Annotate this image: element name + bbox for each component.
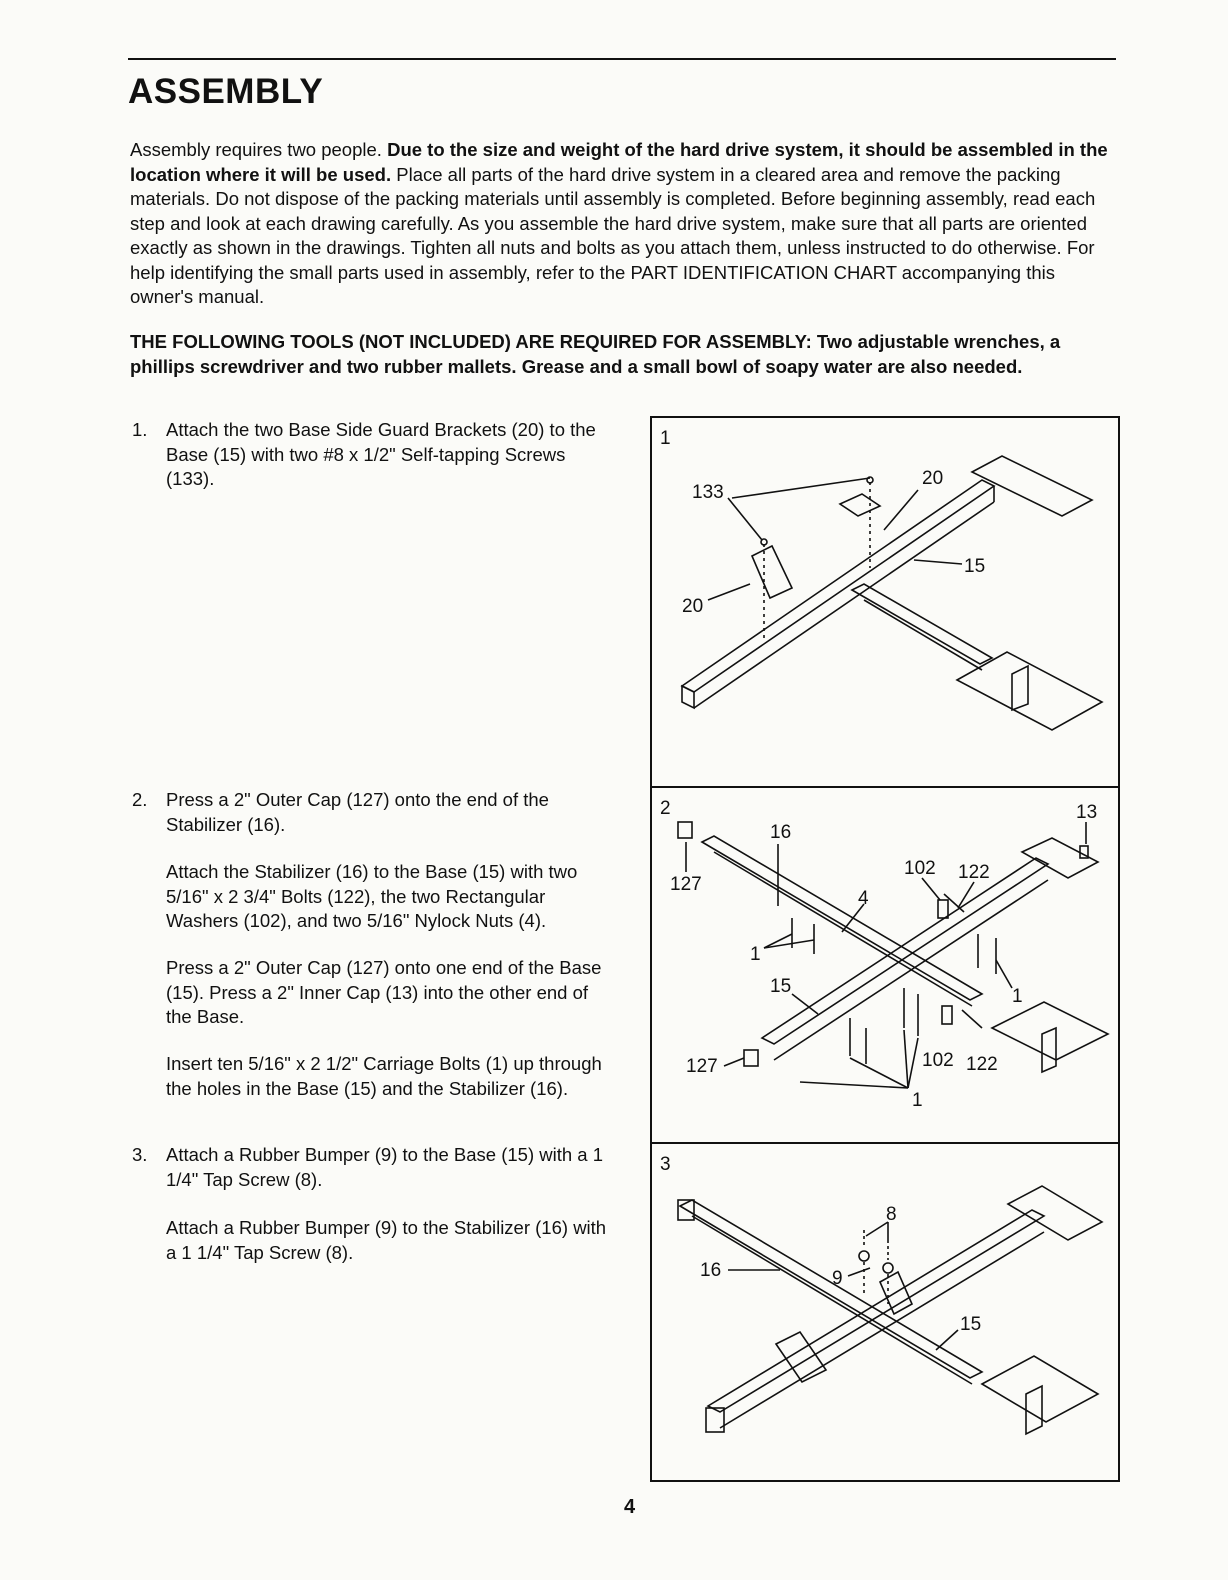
step-2-paragraph-4: Insert ten 5/16" x 2 1/2" Carriage Bolts (1) up through the holes in the Base (15) and the Stabilizer (16). bbox=[166, 1053, 602, 1099]
base-pad-top bbox=[972, 456, 1092, 516]
figure-number: 2 bbox=[660, 798, 671, 819]
figure-2-drawing bbox=[652, 788, 1118, 1142]
stabilizer-plate bbox=[982, 1356, 1098, 1422]
leader-line bbox=[996, 960, 1012, 988]
leader-line bbox=[728, 498, 762, 540]
figure-3-panel bbox=[650, 1142, 1120, 1482]
leader-line bbox=[936, 1330, 958, 1350]
leader-line bbox=[848, 1268, 870, 1276]
step-2-paragraph-2: Attach the Stabilizer (16) to the Base (15) with two 5/16" x 2 3/4" Bolts (122), the two Rectangular Washers (102), and two 5/16" Nylock Nuts (4). bbox=[166, 861, 578, 931]
callout-label: 1 bbox=[750, 944, 761, 965]
callout-label: 102 bbox=[904, 858, 936, 879]
step-2-paragraph-3: Press a 2" Outer Cap (127) onto one end of the Base (15). Press a 2" Inner Cap (13) into the other end of the Base. bbox=[166, 957, 602, 1027]
callout-label: 20 bbox=[682, 596, 704, 617]
rubber-bumper-9 bbox=[883, 1263, 893, 1273]
base-rail-end bbox=[682, 686, 694, 708]
figure-3-drawing bbox=[652, 1144, 1118, 1480]
step-text: Attach the two Base Side Guard Brackets (20) to the Base (15) with two #8 x 1/2" Self-tapping Screws (133). bbox=[166, 419, 596, 489]
washer-102 bbox=[938, 900, 948, 918]
bracket-20-upper bbox=[840, 494, 880, 516]
figure-number: 3 bbox=[660, 1154, 671, 1175]
leader-line bbox=[724, 1058, 744, 1066]
leader-line bbox=[884, 490, 918, 530]
figure-number: 1 bbox=[660, 428, 671, 449]
callout-label: 127 bbox=[686, 1056, 718, 1077]
figure-1-drawing bbox=[652, 418, 1118, 786]
stabilizer-post bbox=[1042, 1028, 1056, 1072]
base-rail bbox=[762, 858, 1048, 1044]
intro-instructions: Place all parts of the hard drive system in a cleared area and remove the packing materials. Do not dispose of the packing materials until assembly is completed. Before beginning assembly, read each step and look at each drawing carefully. As you assemble the hard drive system, make sure that all parts are oriented exactly as shown in the drawings. Tighten all nuts and bolts as you attach them, unless instructed to do otherwise. For help identifying the small parts used in assembly, refer to the PART IDENTIFICATION CHART accompanying this owner's manual. bbox=[130, 163, 1096, 307]
intro-paragraph bbox=[130, 138, 1115, 310]
outer-cap-127 bbox=[744, 1050, 758, 1066]
callout-label: 1 bbox=[1012, 986, 1023, 1007]
callout-label: 15 bbox=[770, 976, 792, 997]
base-cross-rail bbox=[852, 584, 992, 664]
header-rule bbox=[128, 58, 1116, 60]
bolt-122 bbox=[962, 1010, 982, 1028]
bracket-20-lower bbox=[752, 546, 792, 598]
step-1 bbox=[132, 418, 612, 492]
callout-label: 13 bbox=[1076, 802, 1098, 823]
stabilizer-post bbox=[1026, 1386, 1042, 1434]
callout-label: 8 bbox=[886, 1204, 897, 1225]
intro-warning: Due to the size and weight of the hard drive system, it should be assembled in the location where it will be used. bbox=[130, 139, 1108, 185]
tools-required: THE FOLLOWING TOOLS (NOT INCLUDED) ARE REQUIRED FOR ASSEMBLY: Two adjustable wrenches, a phillips screwdriver and two rubber mallets. Grease and a small bowl of soapy water are also needed. bbox=[130, 331, 1061, 377]
step-number: 1. bbox=[132, 419, 148, 440]
callout-label: 122 bbox=[966, 1054, 998, 1075]
washer-102 bbox=[942, 1006, 952, 1024]
leader-line bbox=[866, 1222, 888, 1236]
callout-label: 127 bbox=[670, 874, 702, 895]
leader-line bbox=[922, 878, 940, 900]
page-title: ASSEMBLY bbox=[128, 72, 324, 111]
leader-line bbox=[800, 1082, 908, 1088]
base-rail-edge bbox=[774, 880, 1048, 1060]
step-number: 3. bbox=[132, 1144, 148, 1165]
callout-label: 102 bbox=[922, 1050, 954, 1071]
outer-cap-127 bbox=[678, 822, 692, 838]
leader-line bbox=[908, 1038, 918, 1088]
callout-label: 133 bbox=[692, 482, 724, 503]
callout-label: 1 bbox=[912, 1090, 923, 1111]
step-text: Press a 2" Outer Cap (127) onto the end of the Stabilizer (16). bbox=[166, 789, 549, 835]
callout-label: 15 bbox=[960, 1314, 982, 1335]
page-number: 4 bbox=[624, 1496, 636, 1518]
callout-label: 16 bbox=[700, 1260, 722, 1281]
callout-label: 122 bbox=[958, 862, 990, 883]
stabilizer-rail bbox=[680, 1200, 982, 1378]
base-rail-edge bbox=[694, 502, 994, 708]
leader-line bbox=[732, 478, 870, 498]
base-post bbox=[1012, 666, 1028, 710]
figure-1-panel bbox=[650, 416, 1120, 788]
leader-line bbox=[850, 1058, 908, 1088]
intro-sentence-1: Assembly requires two people. bbox=[130, 139, 382, 160]
leader-line bbox=[904, 1030, 908, 1088]
base-rail bbox=[682, 480, 994, 692]
callout-label: 4 bbox=[858, 888, 869, 909]
step-number: 2. bbox=[132, 789, 148, 810]
rubber-bumper-9 bbox=[859, 1251, 869, 1261]
callout-label: 15 bbox=[964, 556, 986, 577]
callout-label: 20 bbox=[922, 468, 944, 489]
step-3 bbox=[132, 1143, 612, 1192]
leader-line bbox=[708, 584, 750, 600]
callout-label: 9 bbox=[832, 1268, 843, 1289]
base-pad-top bbox=[1008, 1186, 1102, 1240]
step-text: Attach a Rubber Bumper (9) to the Base (15) with a 1 1/4" Tap Screw (8). bbox=[166, 1144, 604, 1190]
figure-2-panel bbox=[650, 786, 1120, 1144]
base-cross-rail-edge bbox=[864, 600, 982, 670]
leader-line bbox=[914, 560, 962, 564]
stabilizer-rail-edge bbox=[692, 1216, 972, 1384]
step-3-paragraph-2: Attach a Rubber Bumper (9) to the Stabilizer (16) with a 1 1/4" Tap Screw (8). bbox=[166, 1217, 607, 1263]
callout-label: 16 bbox=[770, 822, 792, 843]
step-2 bbox=[132, 788, 612, 837]
